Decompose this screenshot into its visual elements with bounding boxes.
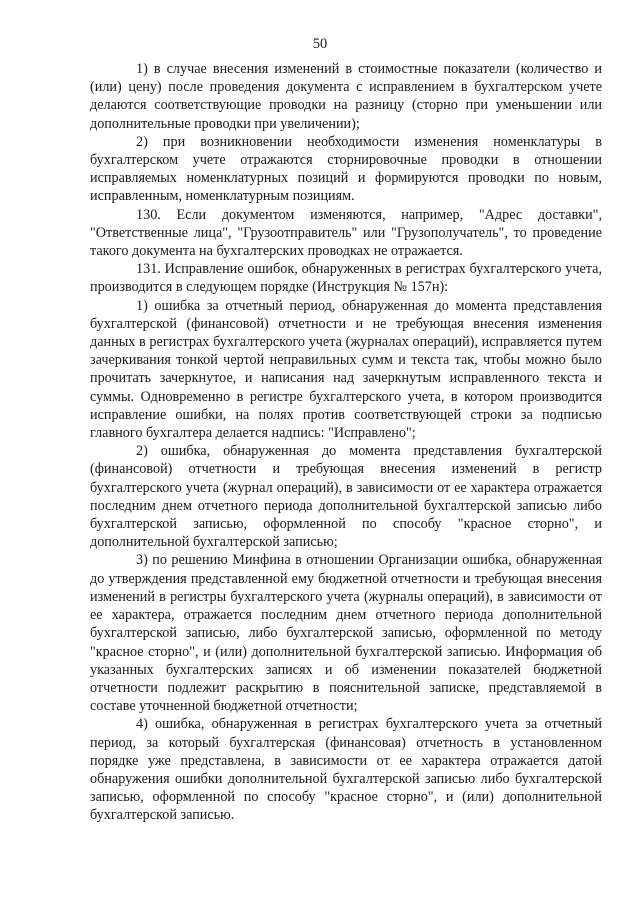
paragraph-clause-130: 130. Если документом изменяются, например, "Адрес доставки", "Ответственные лица", "Грузоотправитель" или "Грузополучатель", то проведение такого документа на бухгалтерских проводках не отражается. — [90, 206, 602, 260]
paragraph-item-2-error: 2) ошибка, обнаруженная до момента представления бухгалтерской (финансовой) отчетности и требующая внесения изменений в регистр бухгалтерского учета (журнал операций), в зависимости от ее характера отражается последним днем отчетного периода дополнительной бухгалтерской записью либо бухгалтерской записью, оформленной по способу "красное сторно", и дополнительной бухгалтерской записью; — [90, 443, 602, 551]
document-body — [90, 60, 602, 825]
paragraph-clause-131: 131. Исправление ошибок, обнаруженных в регистрах бухгалтерского учета, производится в следующем порядке (Инструкция № 157н): — [90, 261, 602, 296]
paragraph-item-2-nomenklatura: 2) при возникновении необходимости изменения номенклатуры в бухгалтерском учете отражаются сторнировочные проводки в отношении исправляемых номенклатурных позиций и формируются проводки по новым, исправленным, номенклатурным позициям. — [90, 133, 602, 205]
paragraph-item-1-stoimostnye: 1) в случае внесения изменений в стоимостные показатели (количество и (или) цену) после проведения документа с исправлением в бухгалтерском учете делаются соответствующие проводки на разницу (сторно при уменьшении или дополнительные проводки при увеличении); — [90, 61, 602, 132]
paragraph-item-3-error: 3) по решению Минфина в отношении Организации ошибка, обнаруженная до утверждения представленной ему бюджетной отчетности и требующая внесения изменений в регистры бухгалтерского учета (журналы операций), в зависимости от ее характера, отражается последним днем отчетного периода дополнительной бухгалтерской записью, либо бухгалтерской записью, оформленной по методу "красное сторно", и (или) дополнительной бухгалтерской записью. Информация об указанных бухгалтерских записях и об изменении показателей бюджетной отчетности подлежит раскрытию в пояснительной записке, представляемой в составе уточненной бюджетной отчетности; — [90, 552, 602, 715]
paragraph-item-1-error: 1) ошибка за отчетный период, обнаруженная до момента представления бухгалтерской (финансовой) отчетности и не требующая внесения изменения данных в регистрах бухгалтерского учета (журналах операций), исправляется путем зачеркивания тонкой чертой неправильных сумм и текста так, чтобы можно было прочитать зачеркнутое, и написания над зачеркнутым исправленного текста и суммы. Одновременно в регистре бухгалтерского учета, в котором производится исправление ошибки, на полях против соответствующей строки за подписью главного бухгалтера делается надпись: "Исправлено"; — [90, 297, 602, 442]
paragraph-item-4-error: 4) ошибка, обнаруженная в регистрах бухгалтерского учета за отчетный период, за который бухгалтерская (финансовая) отчетность в установленном порядке уже представлена, в зависимости от ее характера отражается датой обнаружения ошибки дополнительной бухгалтерской записью либо бухгалтерской записью, оформленной по способу "красное сторно", и (или) дополнительной бухгалтерской записью. — [90, 716, 602, 824]
page-number: 50 — [312, 36, 328, 52]
